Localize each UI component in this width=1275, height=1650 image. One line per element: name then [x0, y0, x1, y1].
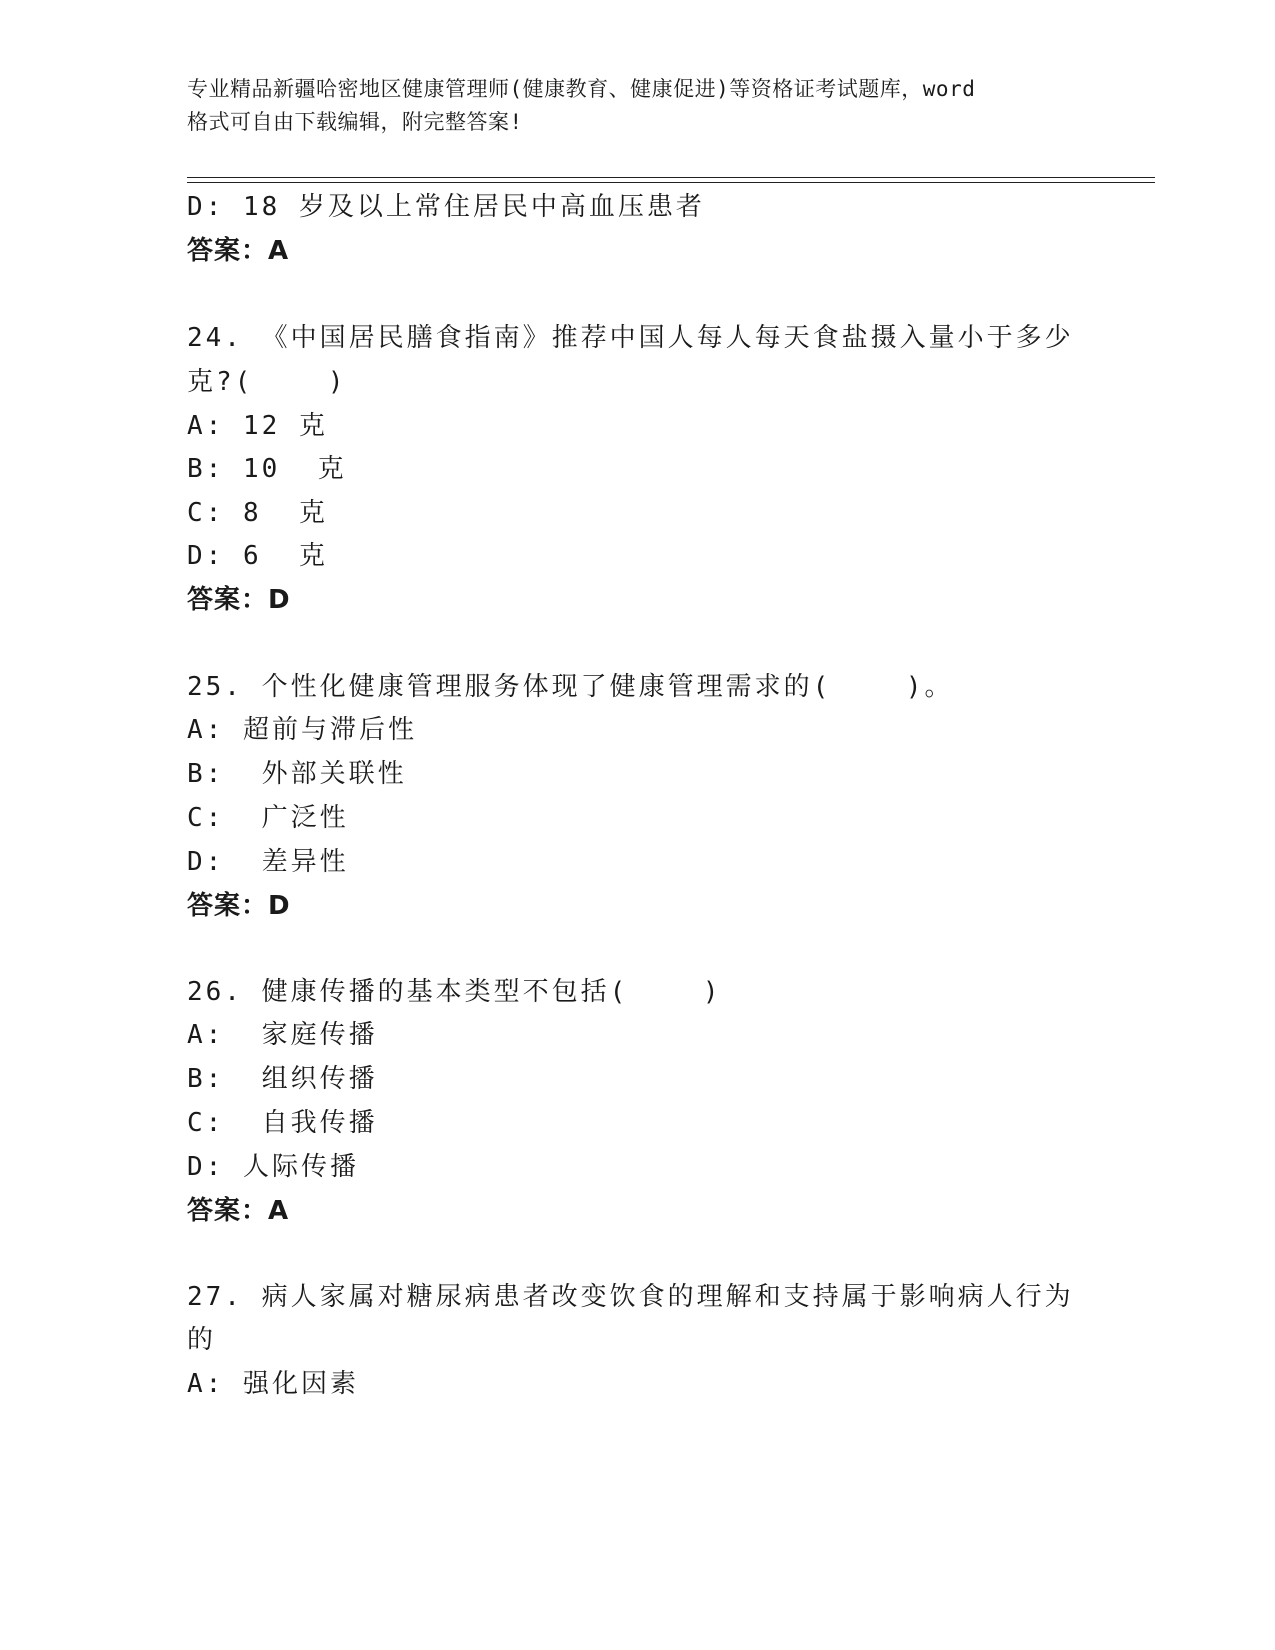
q27-stem-line-1: 27. 病人家属对糖尿病患者改变饮食的理解和支持属于影响病人行为: [187, 1282, 1074, 1312]
prev-option-d: D: 18 岁及以上常住居民中高血压患者: [187, 192, 705, 222]
header-note-line-1: 专业精品新疆哈密地区健康管理师(健康教育、健康促进)等资格证考试题库，word: [187, 77, 976, 101]
q24-option-c: C: 8 克: [187, 498, 328, 528]
q26-option-b: B: 组织传播: [187, 1064, 378, 1094]
q27-option-a: A: 强化因素: [187, 1369, 359, 1399]
q26-answer: 答案：A: [187, 1196, 290, 1226]
q26-option-d: D: 人际传播: [187, 1152, 359, 1182]
q25-answer: 答案：D: [187, 891, 291, 921]
q25-option-d: D: 差异性: [187, 847, 349, 877]
q24-stem-line-1: 24. 《中国居民膳食指南》推荐中国人每人每天食盐摄入量小于多少: [187, 323, 1074, 353]
q24-option-b: B: 10 克: [187, 454, 347, 484]
q24-answer: 答案：D: [187, 585, 291, 615]
q24-option-a: A: 12 克: [187, 411, 328, 441]
q27-stem-line-2: 的: [187, 1325, 217, 1355]
header-note-line-2: 格式可自由下载编辑，附完整答案!: [187, 110, 523, 134]
prev-answer: 答案：A: [187, 236, 290, 266]
q25-option-a: A: 超前与滞后性: [187, 715, 417, 745]
header-note: [187, 73, 1087, 139]
q26-stem-line-1: 26. 健康传播的基本类型不包括( ): [187, 977, 722, 1007]
header-rule-bottom: [187, 182, 1155, 183]
q25-stem-line-1: 25. 个性化健康管理服务体现了健康管理需求的( )。: [187, 672, 954, 702]
q25-option-b: B: 外部关联性: [187, 759, 407, 789]
q26-option-c: C: 自我传播: [187, 1108, 378, 1138]
header-rule-top: [187, 177, 1155, 178]
q24-option-d: D: 6 克: [187, 541, 328, 571]
q25-option-c: C: 广泛性: [187, 803, 349, 833]
q26-option-a: A: 家庭传播: [187, 1020, 378, 1050]
q24-stem-line-2: 克?( ): [187, 367, 347, 397]
